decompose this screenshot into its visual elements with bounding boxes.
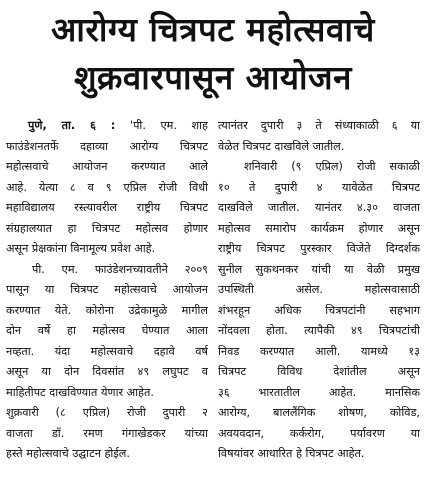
article-line-text: सुनील सुकथनकर यांची या वेळी प्रमुख bbox=[218, 262, 420, 276]
article-line bbox=[6, 362, 208, 383]
article-line bbox=[218, 157, 420, 178]
article-line-text: दोन वर्षे हा महोत्सव घेण्यात आला bbox=[6, 324, 208, 337]
article-line bbox=[6, 157, 208, 178]
article-line bbox=[6, 383, 208, 404]
article-line-text: वाजता डॉ. रमण गंगाखेडकर यांच्या bbox=[6, 426, 208, 440]
article-line-text: १० ते दुपारी ४ यावेळेत चित्रपट bbox=[218, 180, 420, 194]
article-line bbox=[218, 116, 420, 137]
article-line bbox=[218, 342, 420, 363]
headline-line-2: शुक्रवारपासून आयोजन bbox=[74, 58, 352, 97]
article-line-text: नव्हता. यंदा महोत्सवाचे दहावे वर्ष bbox=[6, 344, 208, 358]
headline-line-1: आरोग्य चित्रपट महोत्सवाचे bbox=[51, 10, 375, 49]
article-line bbox=[6, 219, 208, 240]
article-line bbox=[218, 362, 420, 383]
article-line bbox=[6, 342, 208, 363]
article-line bbox=[6, 280, 208, 301]
article-line bbox=[218, 321, 420, 342]
article-line bbox=[218, 280, 420, 301]
article-line-text: नोंदवला होता. त्यापैकी ४९ चित्रपटांची bbox=[218, 324, 420, 337]
article-line bbox=[218, 239, 420, 260]
article-line bbox=[6, 321, 208, 342]
article-line-text: आरोग्य, बाललैंगिक शोषण, कोविड, bbox=[218, 406, 420, 419]
article-line-text: त्यानंतर दुपारी ३ ते संध्याकाळी ६ या bbox=[218, 119, 420, 132]
article-line bbox=[218, 137, 420, 158]
article-line-text: वेळेत चित्रपट दाखविले जातील. bbox=[218, 139, 345, 153]
article-line bbox=[6, 260, 208, 281]
article-column-left bbox=[6, 116, 208, 496]
article-line-text: आहे. येत्या ८ व ९ एप्रिल रोजी विधी bbox=[6, 180, 208, 194]
article-line-text: चित्रपट विविध देशांतील असून bbox=[218, 365, 420, 378]
article-line bbox=[6, 239, 208, 260]
article-line bbox=[6, 403, 208, 424]
article-line bbox=[6, 198, 208, 219]
article-line-text: महोत्सव समारोप कार्यक्रम होणार असून bbox=[218, 221, 420, 235]
article-line-text: पी. एम. फाउंडेशनच्यावतीने २००९ bbox=[32, 262, 208, 276]
article-line-text: अवयवदान, कर्करोग, पर्यावरण या bbox=[218, 426, 420, 440]
article-line bbox=[6, 137, 208, 158]
article-line-text: माहितीपट दाखविण्यात येणार आहेत. bbox=[6, 385, 154, 399]
article-line bbox=[218, 444, 420, 465]
article-line bbox=[6, 444, 208, 465]
article-line bbox=[218, 424, 420, 445]
article-line-text: उपस्थिती असेल. महोत्सवासाठी bbox=[218, 283, 420, 296]
article-line-text: निवड करण्यात आली. यामध्ये १३ bbox=[218, 344, 420, 358]
dateline: पुणे, ता. ६ : bbox=[28, 119, 116, 132]
article-line bbox=[218, 383, 420, 404]
article-line bbox=[6, 424, 208, 445]
article-line-text: राष्ट्रीय चित्रपट पुरस्कार विजेते दिग्दर्शक bbox=[218, 242, 420, 255]
article-line-text: दाखविले जातील. यानंतर ४.३० वाजता bbox=[218, 201, 420, 214]
article-body bbox=[6, 116, 420, 496]
article-line bbox=[218, 219, 420, 240]
article-line-text: ३६ भारतातील आहेत. मानसिक bbox=[218, 385, 420, 399]
article-line bbox=[218, 260, 420, 281]
article-line-text: असून या दोन दिवसांत ४९ लघुपट व bbox=[6, 365, 208, 378]
article-line bbox=[6, 301, 208, 322]
article-line bbox=[218, 178, 420, 199]
article-line bbox=[218, 198, 420, 219]
article-line-text: हस्ते महोत्सवाचे उद्घाटन होईल. bbox=[6, 447, 130, 460]
article-line bbox=[6, 178, 208, 199]
article-line-text: विषयांवर आधारित हे चित्रपट आहेत. bbox=[218, 447, 365, 460]
article-line-text: शंभरहून अधिक चित्रपटांनी सहभाग bbox=[218, 303, 420, 317]
article-line bbox=[218, 403, 420, 424]
article-line-text: महोत्सवाचे आयोजन करण्यात आले bbox=[6, 160, 208, 173]
article-line bbox=[6, 116, 208, 137]
article-line-text: असून प्रेक्षकांना विनामूल्य प्रवेश आहे. bbox=[6, 242, 156, 255]
article-line-text: महाविद्यालय रस्त्यावरील राष्ट्रीय चित्रपट bbox=[6, 201, 208, 214]
article-line-text: पासून या चित्रपट महोत्सवाचे आयोजन bbox=[6, 283, 208, 296]
article-line-text: शनिवारी (९ एप्रिल) रोजी सकाळी bbox=[244, 160, 420, 173]
article-line-text: शुक्रवारी (८ एप्रिल) रोजी दुपारी २ bbox=[6, 406, 208, 419]
article-line-text: करण्यात येते. कोरोना उद्रेकामुळे मागील bbox=[6, 303, 208, 317]
article-column-right bbox=[218, 116, 420, 496]
article-line-text: फाउंडेशनतर्फे दहाव्या आरोग्य चित्रपट bbox=[6, 139, 208, 153]
article-line-text: 'पी. एम. शाह bbox=[130, 119, 208, 132]
article-line-text: संग्रहालयात हा चित्रपट महोत्सव होणार bbox=[6, 221, 208, 235]
article-line bbox=[218, 301, 420, 322]
